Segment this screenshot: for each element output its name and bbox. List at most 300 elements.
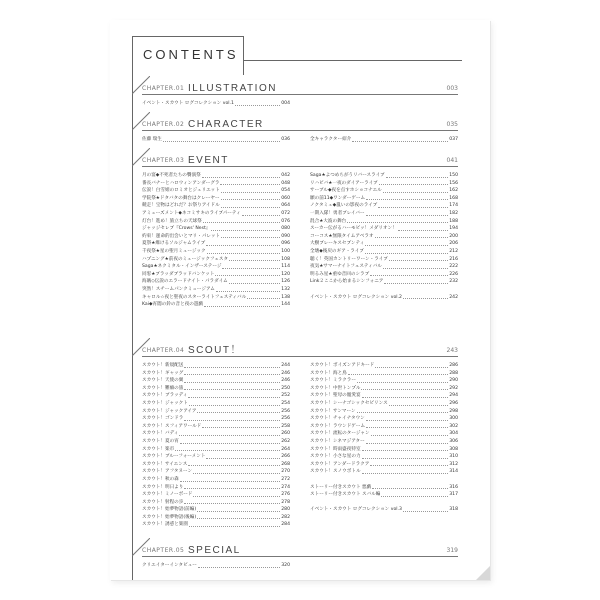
toc-entry[interactable] [142,408,290,416]
toc-entry-page: 194 [449,226,458,232]
toc-entry-title: 佐藤 瑞生 [142,137,162,142]
toc-entry[interactable] [310,172,458,180]
toc-entry-page: 304 [449,431,458,437]
dot-leader [366,199,448,200]
dot-leader [235,105,280,106]
toc-entry[interactable] [310,446,458,454]
toc-entry-title: ジャッジセレブ『Crows' Nest』 [142,226,211,232]
dot-leader [365,253,448,254]
toc-entry-page: 288 [449,370,458,376]
chapter-page-number: 003 [446,85,458,92]
entry-column-right [310,136,458,144]
dot-leader [221,237,280,238]
dot-leader [206,458,280,459]
toc-entry[interactable] [310,271,458,279]
chapter-label: CHAPTER.02 [142,121,185,128]
dot-leader [220,184,280,185]
toc-entry[interactable] [142,430,290,438]
toc-entry[interactable] [142,362,290,370]
chapter-section [142,150,458,308]
dot-leader [384,283,448,284]
toc-entry[interactable] [142,491,290,499]
toc-entry-title: スカウト！ミノーボード [142,492,193,498]
toc-entry[interactable] [310,294,458,302]
dot-leader [370,275,448,276]
toc-entry[interactable] [142,499,290,507]
dot-leader [403,298,448,299]
toc-entry-title: スカウト！楽市 [142,446,175,452]
dot-leader [197,518,280,519]
toc-entry[interactable] [310,453,458,461]
toc-entry-title: 夏祭★爆けるソルジャムライブ [142,241,206,247]
toc-entry-title: ノクタミュ◆嵐いの影夜のライブ [310,203,378,209]
dot-leader [348,374,448,375]
toc-entry[interactable] [310,225,458,233]
toc-entry[interactable] [142,210,290,218]
toc-entry-title: スカウト！サイエンス [142,461,188,467]
toc-entry-page: 268 [281,461,290,467]
toc-entry-title: スカウト！ラウンドゲーム [310,423,366,429]
toc-entry-page: 042 [281,173,290,178]
toc-entry-title: 同窓★ブラッダブラッドバンケット [142,271,215,277]
toc-entry-page: 132 [281,286,290,292]
toc-entry-title: スカウト！新規配送 [142,363,184,368]
toc-entry-title: 願の前11◆ワンダーゲーム [310,195,366,201]
toc-entry-title: 約束！運命的出会いとマリ・パレット [142,233,221,239]
toc-entry-title: 番長バナーとハロウィンアンダーグラ [142,180,220,186]
dot-leader [211,230,280,231]
chapter-title: ILLUSTRATION [188,83,277,94]
toc-entry-title: 全キャラクター紹介 [310,137,352,142]
toc-entry-page: 294 [449,393,458,399]
dot-leader [221,207,281,208]
toc-entry-page: 048 [281,180,290,186]
toc-entry-title: 大樹ブレーキスセブンティ [310,241,365,247]
toc-entry[interactable] [142,301,290,309]
toc-entry-page: 292 [449,385,458,391]
toc-entry[interactable] [142,521,290,529]
dot-leader [198,567,280,568]
toc-entry-title: 混合★大波の舞台 [310,218,347,224]
toc-entry-page: 278 [281,499,290,505]
chapter-page-number: 319 [446,547,458,554]
dot-leader [370,465,448,466]
toc-entry[interactable] [142,438,290,446]
toc-entry[interactable] [142,484,290,492]
dot-leader [386,177,449,178]
dot-leader [189,405,280,406]
chapter-section [142,114,458,142]
toc-entry-page: 256 [281,408,290,414]
toc-entry-page: 242 [449,294,458,300]
dot-leader [378,207,448,208]
toc-entry[interactable] [142,233,290,241]
toc-entry-title: スカウト！バディ [142,431,179,437]
toc-entry-page: 312 [449,461,458,467]
dot-leader [202,427,280,428]
toc-entry[interactable] [310,210,458,218]
toc-entry-page: 054 [281,188,290,194]
toc-entry[interactable] [310,202,458,210]
toc-entry-page: 150 [449,173,458,178]
dot-leader [366,215,449,216]
dot-leader [184,420,280,421]
toc-entry-title: スカウト！ブルーフォーメント [142,454,206,460]
toc-entry-page: 090 [281,233,290,239]
toc-entry-title: 千夜祭★星の聖月ミュージック [142,248,206,254]
toc-entry[interactable] [310,233,458,241]
entry-spacer [310,499,458,507]
toc-entry[interactable] [310,461,458,469]
dot-leader [197,412,280,413]
toc-entry-title: スカウト！アンダードラクア [310,461,370,467]
toc-entry[interactable] [310,195,458,203]
toc-entry[interactable] [310,187,458,195]
toc-entry-page: 126 [281,279,290,285]
toc-entry-page: 100 [281,248,290,254]
toc-entry-page: 282 [281,514,290,520]
entry-column-left [142,136,290,144]
document-page [110,20,490,580]
toc-entry-title: スカウト！ジャックト [142,400,188,406]
toc-entry[interactable] [310,468,458,476]
title-box [132,36,244,75]
toc-entry-page: 280 [281,507,290,513]
toc-entry-page: 254 [281,400,290,406]
chapter-rule [142,130,458,131]
toc-entry-page: 286 [449,363,458,368]
toc-entry[interactable] [310,248,458,256]
toc-entry-page: 080 [281,226,290,232]
toc-entry[interactable] [142,271,290,279]
toc-entry-title: スカウト！ボイズンアドキード [310,363,375,368]
chapter-entries [142,100,458,108]
toc-entry[interactable] [142,446,290,454]
entry-column-left [142,362,290,529]
toc-entry[interactable] [142,195,290,203]
toc-entry-page: 276 [281,492,290,498]
dot-leader [206,245,280,246]
dot-leader [193,496,280,497]
toc-entry-page: 244 [281,363,290,368]
toc-entry-title: キャロル☆夜と聖夜のスターライトフェスティバル [142,294,247,300]
toc-entry-title: スカウト！夏の宵 [142,438,179,444]
toc-entry[interactable] [142,468,290,476]
toc-entry-page: 144 [281,302,290,308]
toc-entry[interactable] [142,392,290,400]
toc-entry-page: 096 [281,241,290,247]
chapter-entries [142,562,458,570]
toc-entry-title: スカウト！始夢物語(前編) [142,507,197,513]
dot-leader [362,450,449,451]
toc-entry-page: 114 [281,264,290,270]
toc-entry-page: 222 [449,264,458,270]
toc-entry-title: 夜気★サマーナイトフェスティバル [310,264,382,270]
entry-column-right [310,172,458,309]
chapter-header [142,540,458,556]
chapter-title: SCOUT！ [188,345,242,356]
toc-entry-title: スカウト！秋の森 [142,476,179,482]
chapter-label: CHAPTER.04 [142,347,185,354]
toc-entry-title: リハビバ★一夜のダイアーライブ [310,180,378,186]
toc-entry-page: 036 [281,137,290,142]
dot-leader [366,443,449,444]
toc-entry-title: コーコス★無限タイムアベラオ [310,233,374,239]
dot-leader [389,405,449,406]
toc-entry-page: 212 [449,248,458,254]
toc-entry-page: 298 [449,408,458,414]
toc-entry[interactable] [142,476,290,484]
toc-entry[interactable] [142,506,290,514]
dot-leader [357,412,449,413]
toc-entry-page: 168 [449,195,458,201]
chapter-entries [142,362,458,529]
toc-entry-page: 226 [449,271,458,277]
dot-leader [207,253,281,254]
toc-entry-title: スカウト！時雨盛夜特室 [310,446,361,452]
toc-entry-title: 突然！スチームパンクミュージアム [142,286,215,292]
toc-entry-page: 174 [449,203,458,209]
chapter-header [142,150,458,166]
toc-entry[interactable] [310,491,458,499]
toc-entry[interactable] [142,415,290,423]
toc-entry-title: 聴く！英国カントリーワーン・ライブ [310,256,388,262]
toc-entry-title: ストーリー付きスカウト 悪戯 [310,484,372,490]
toc-entry[interactable] [310,240,458,248]
chapter-label: CHAPTER.01 [142,85,185,92]
toc-entry-page: 318 [449,507,458,513]
toc-entry[interactable] [142,453,290,461]
toc-entry-title: Saga★ネクミタル・インザーステージ [142,264,222,270]
dot-leader [202,177,281,178]
toc-entry-page: 060 [281,195,290,201]
toc-entry[interactable] [310,484,458,492]
toc-entry[interactable] [142,202,290,210]
toc-entry[interactable] [310,506,458,514]
toc-entry-page: 284 [281,522,290,528]
toc-entry[interactable] [310,263,458,271]
dot-leader [188,465,280,466]
toc-entry[interactable] [142,248,290,256]
toc-entry-title: スカウト！明日より [142,484,184,490]
toc-entry[interactable] [142,180,290,188]
toc-entry[interactable] [142,377,290,385]
toc-entry-title: スカウト！海と鳥 [310,370,347,376]
toc-entry-page: 258 [281,423,290,429]
dot-leader [381,496,448,497]
toc-entry-title: 競走！宝物はどれだ？お祭りアイドル [142,203,220,209]
toc-entry[interactable] [142,263,290,271]
toc-entry-title: スカウト！スフィアワールド [142,423,202,429]
toc-entry[interactable] [142,187,290,195]
dot-leader [229,283,280,284]
toc-entry-page: 004 [281,101,290,106]
toc-entry[interactable] [310,180,458,188]
dot-leader [242,215,281,216]
dot-leader [372,488,448,489]
entry-column-left [142,100,290,108]
toc-entry[interactable] [142,370,290,378]
toc-entry-title: イベント・スカウト ログコレクション vol.3 [310,507,402,513]
toc-entry-page: 256 [281,416,290,422]
dot-leader [362,473,449,474]
dot-leader [215,275,280,276]
dot-leader [383,192,448,193]
toc-entry[interactable] [142,514,290,522]
toc-entry-page: 274 [281,484,290,490]
toc-entry-page: 182 [449,210,458,216]
dot-leader [366,420,448,421]
toc-entry[interactable] [142,172,290,180]
chapter-section [142,340,458,528]
entry-column-right [310,100,458,108]
dot-leader [403,511,448,512]
toc-entry[interactable] [142,286,290,294]
dot-leader [229,260,280,261]
toc-entry-title: 一期入隊！勇者ブレイバー [310,210,365,216]
toc-entry-title: スカウト！ゴンドラ [142,416,184,422]
chapter-rule [142,556,458,557]
toc-entry-page: 206 [449,241,458,247]
toc-entry-page: 270 [281,469,290,475]
dot-leader [216,291,280,292]
dot-leader [184,382,280,383]
toc-entry[interactable] [310,392,458,400]
toc-entry[interactable] [142,136,290,144]
dot-leader [197,511,280,512]
toc-entry-page: 250 [281,385,290,391]
dot-leader [362,458,449,459]
toc-entry-title: Saga★よつめちがうリバースライブ [310,173,385,178]
toc-entry-title: スカウト！難癖の旅 [142,385,184,391]
toc-entry[interactable] [310,218,458,226]
toc-entry-page: 108 [281,256,290,262]
toc-entry-page: 264 [281,446,290,452]
toc-entry-title: スカウト！サンマーン [310,408,356,414]
toc-entry-page: 302 [449,423,458,429]
dot-leader [375,237,449,238]
dot-leader [184,374,280,375]
toc-entry[interactable] [310,438,458,446]
page-corner-fold [476,566,490,580]
dot-leader [361,389,448,390]
toc-entry[interactable] [310,362,458,370]
toc-entry-page: 260 [281,431,290,437]
toc-entry-page: 306 [449,438,458,444]
toc-entry[interactable] [310,408,458,416]
toc-entry-page: 320 [281,563,290,568]
toc-entry-title: スカウト！アフタヌーン [142,469,193,475]
toc-entry-title: スカウト！流転のタージャン [310,431,370,437]
toc-entry-page: 232 [449,279,458,285]
chapter-page-number: 243 [446,347,458,354]
dot-leader [203,222,280,223]
toc-entry[interactable] [310,256,458,264]
dot-leader [371,435,449,436]
toc-entry-title: アミューズメント◆ネコミサキのライブパーティ [142,210,241,216]
toc-entry-title: スカウト！スノウボトル [310,469,361,475]
toc-entry-title: スカウト！天使の翼 [142,378,184,384]
toc-entry[interactable] [142,385,290,393]
toc-entry[interactable] [142,218,290,226]
chapter-title: EVENT [188,155,229,166]
toc-entry[interactable] [142,294,290,302]
toc-entry[interactable] [142,100,290,108]
toc-entry[interactable] [142,278,290,286]
chapter-title: SPECIAL [188,545,241,556]
toc-entry[interactable] [142,562,290,570]
toc-entry[interactable] [142,423,290,431]
toc-entry-title: クリエイターインタビュー [142,563,197,568]
toc-entry-title: ハプニング★前夜のミュージックフェスタ [142,256,229,262]
toc-entry-title: スカウト！射程の歩 [142,499,184,505]
toc-entry-title: 海賊◇伝説のエラードナイト・パラダイム [142,279,228,285]
dot-leader [352,141,448,142]
dot-leader [188,397,280,398]
chapter-header [142,114,458,130]
dot-leader [366,427,448,428]
toc-entry[interactable] [142,225,290,233]
toc-entry[interactable] [142,256,290,264]
toc-entry-title: スカウト！聖母の寵愛宴 [310,393,361,399]
toc-entry-page: 296 [449,400,458,406]
toc-entry-title: スカウト！誘惑と楽園 [142,522,188,528]
toc-entry[interactable] [310,423,458,431]
dot-leader [180,481,280,482]
toc-entry[interactable] [310,278,458,286]
dot-leader [184,488,280,489]
frame-line-vertical [132,60,133,580]
chapter-rule [142,356,458,357]
toc-entry-page: 316 [449,484,458,490]
dot-leader [204,306,280,307]
toc-entry-title: イベント・スカウト ログコレクション vol.1 [142,101,234,106]
toc-entry-page: 290 [449,378,458,384]
toc-entry[interactable] [310,377,458,385]
toc-entry[interactable] [142,400,290,408]
toc-entry-page: 064 [281,203,290,209]
toc-entry-title: スカウト！中世トンプル [310,385,361,391]
toc-entry[interactable] [310,415,458,423]
toc-entry-title: 学院祭★ドタバタの舞台はクレーヤー [142,195,220,201]
dot-leader [184,367,280,368]
entry-column-left [142,562,290,570]
toc-entry[interactable] [310,400,458,408]
chapter-label: CHAPTER.05 [142,547,185,554]
toc-entry-page: 076 [281,218,290,224]
toc-entry-page: 216 [449,256,458,262]
dot-leader [180,443,280,444]
toc-entry[interactable] [310,370,458,378]
entry-spacer [310,476,458,484]
toc-entry-page: 200 [449,233,458,239]
dot-leader [184,503,280,504]
toc-entry-title: 全壊◆後戻のギア・ライブ [310,248,364,254]
toc-entry-title: Link２ここから始まるシンフォニア [310,279,384,285]
toc-entry[interactable] [310,430,458,438]
toc-entry[interactable] [310,136,458,144]
toc-entry[interactable] [142,240,290,248]
dot-leader [357,382,448,383]
dot-leader [347,222,448,223]
dot-leader [365,245,448,246]
entry-column-right [310,562,458,570]
toc-entry[interactable] [142,461,290,469]
chapter-rule [142,94,458,95]
toc-entry[interactable] [310,385,458,393]
toc-entry-page: 120 [281,271,290,277]
chapter-header [142,78,458,94]
